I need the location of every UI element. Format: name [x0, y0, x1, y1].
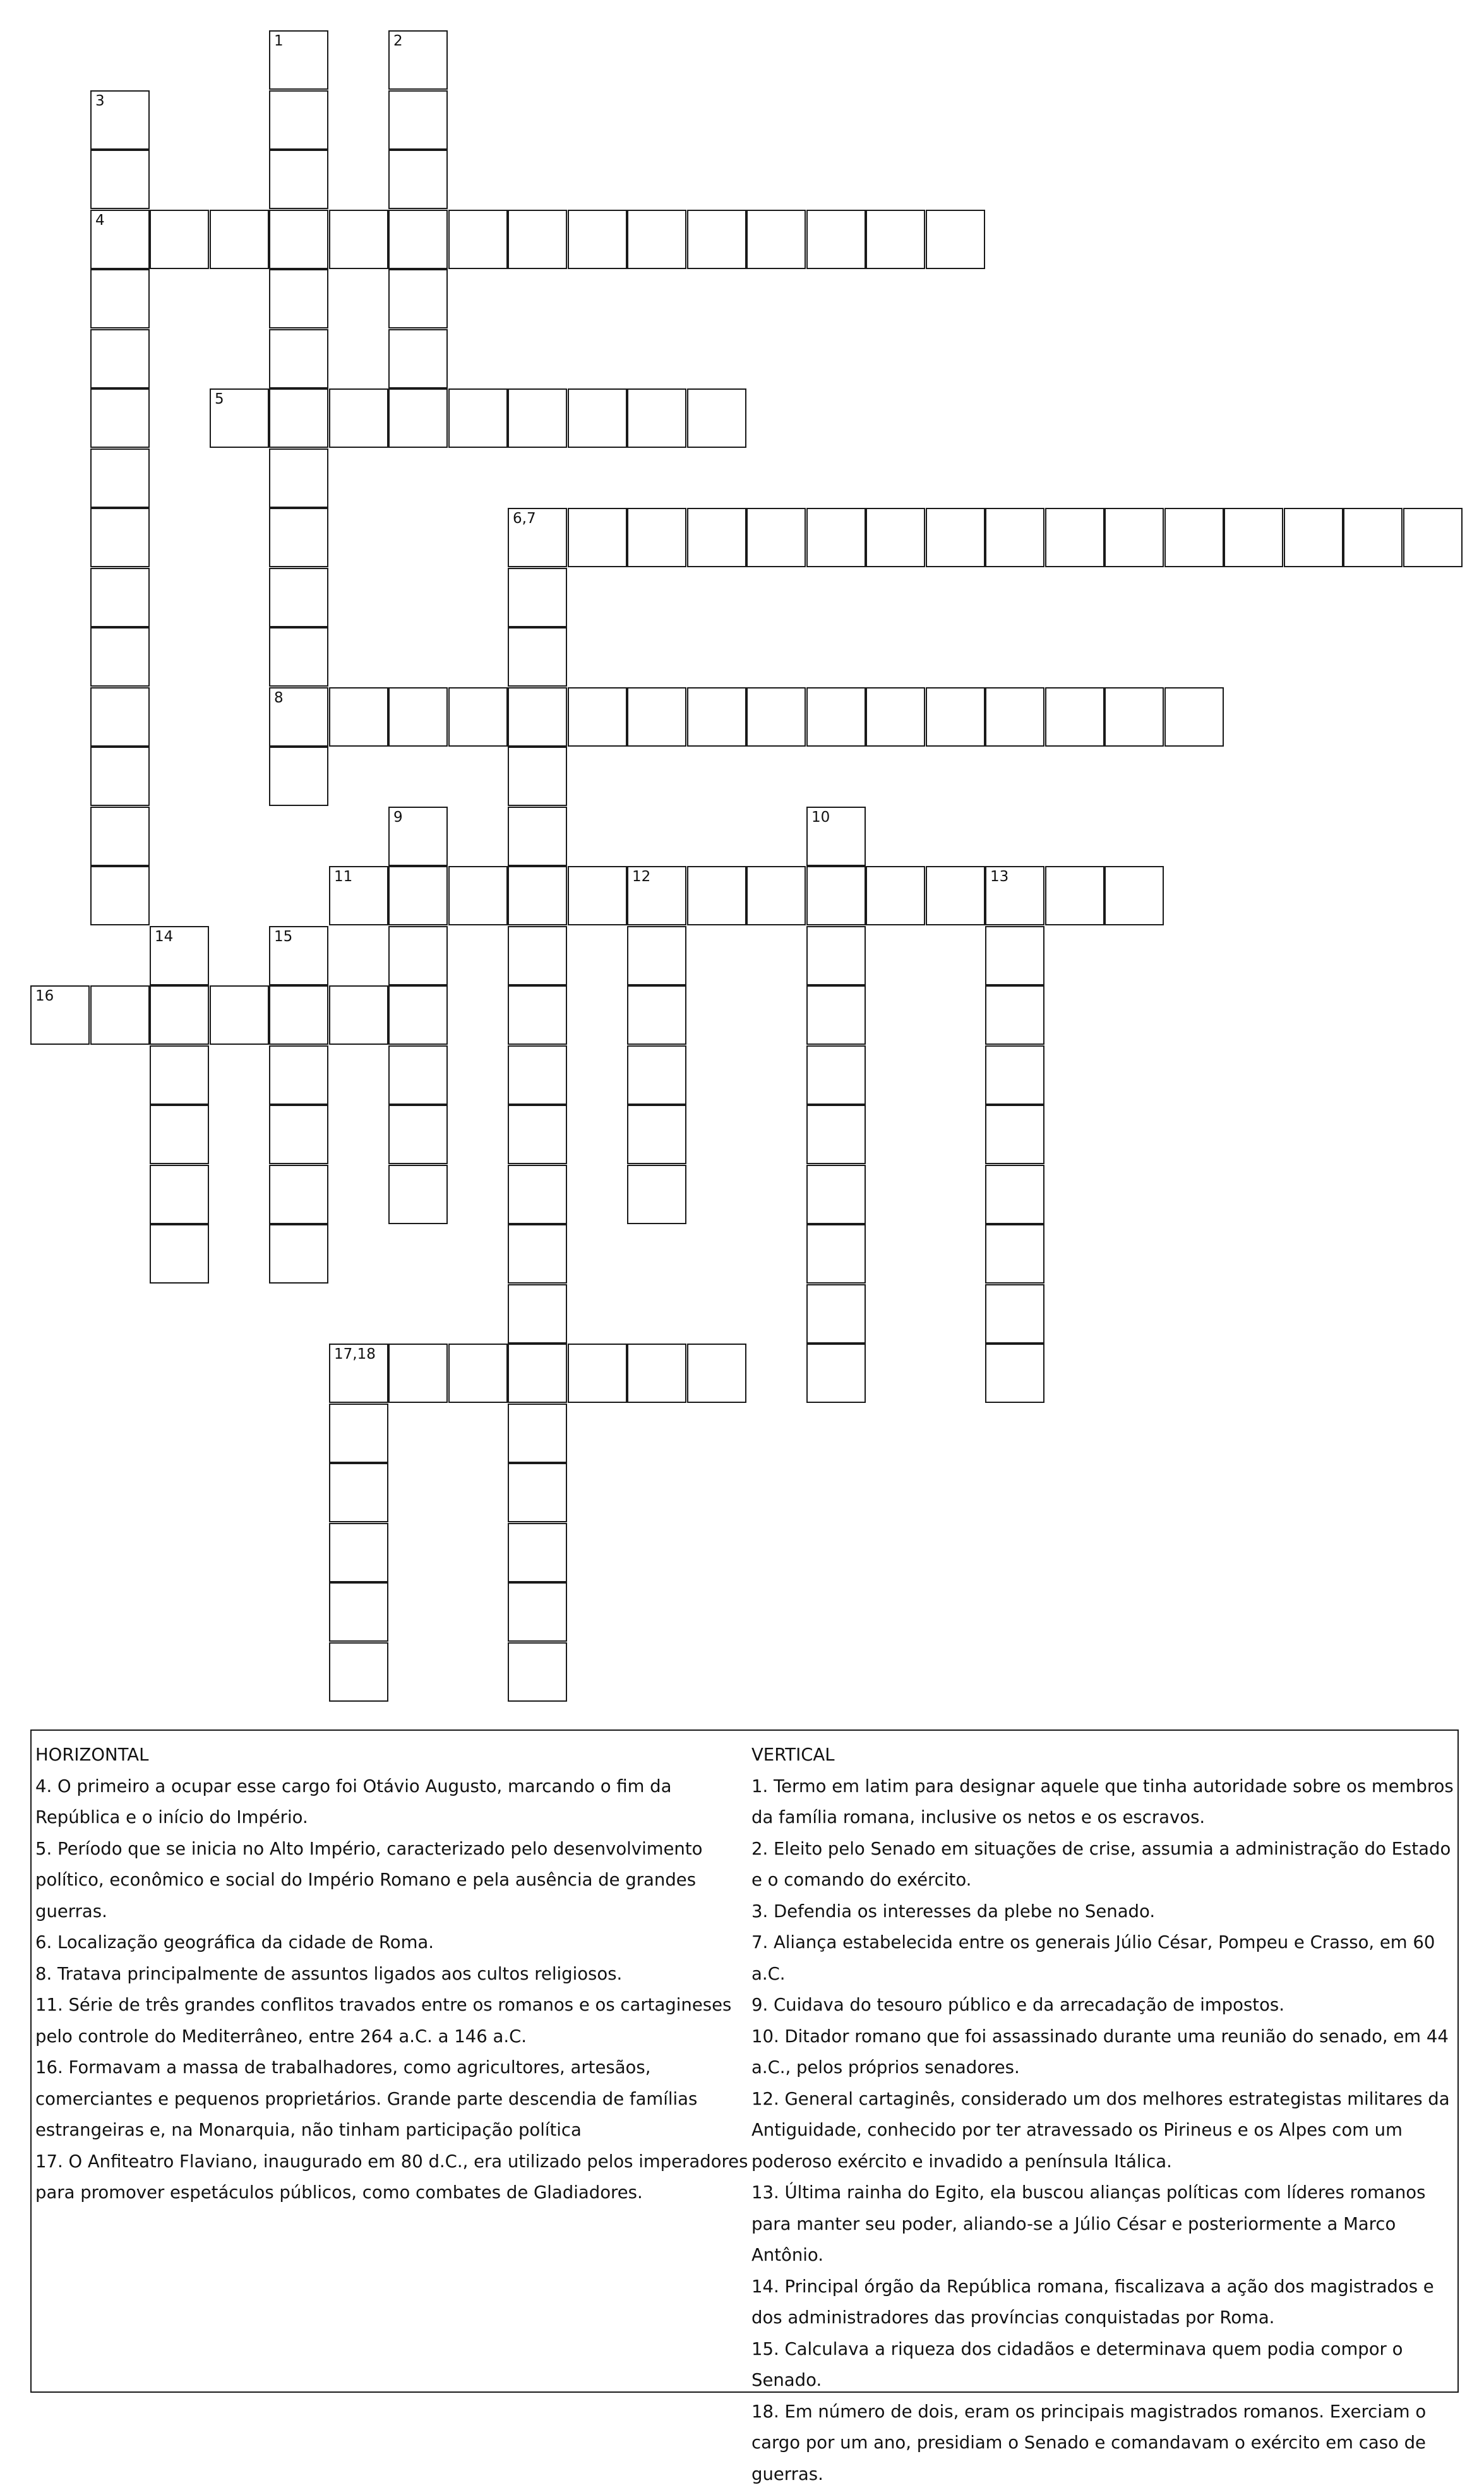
grid-cell[interactable] [985, 1224, 1044, 1284]
grid-cell[interactable] [627, 1344, 686, 1403]
grid-cell[interactable] [150, 210, 209, 269]
grid-cell[interactable] [627, 1105, 686, 1164]
grid-cell[interactable] [30, 985, 90, 1045]
grid-cell[interactable] [329, 1523, 388, 1582]
grid-cell[interactable] [1104, 508, 1164, 567]
clue-number: 17,18 [334, 1347, 376, 1362]
grid-cell[interactable] [866, 866, 925, 925]
grid-cell[interactable] [508, 388, 567, 448]
clue-v14: 14. Principal órgão da República romana, fiscalizava a ação dos magistrados e dos administradores das províncias conquistadas por Roma. [751, 2271, 1459, 2334]
clue-number: 2 [393, 34, 403, 49]
grid-cell[interactable] [508, 1045, 567, 1105]
grid-cell[interactable] [90, 627, 150, 687]
grid-cell[interactable] [508, 747, 567, 806]
vertical-heading: VERTICAL [751, 1740, 1459, 1771]
grid-cell[interactable] [388, 866, 448, 925]
clue-h8: 8. Tratava principalmente de assuntos ligados aos cultos religiosos. [35, 1959, 754, 1990]
grid-cell[interactable] [806, 1165, 866, 1224]
grid-cell[interactable] [448, 210, 508, 269]
grid-cell[interactable] [388, 210, 448, 269]
grid-cell[interactable] [150, 1165, 209, 1224]
clue-h17: 17. O Anfiteatro Flaviano, inaugurado em 80 d.C., era utilizado pelos imperadores para promover espetáculos públicos, como combates de Gladiadores. [35, 2146, 754, 2209]
grid-cell[interactable] [746, 866, 806, 925]
grid-cell[interactable] [269, 627, 328, 687]
grid-cell[interactable] [388, 1105, 448, 1164]
grid-cell[interactable] [388, 269, 448, 328]
grid-cell[interactable] [150, 1105, 209, 1164]
clue-number: 9 [393, 810, 403, 825]
grid-cell[interactable] [508, 807, 567, 866]
grid-cell[interactable] [388, 985, 448, 1045]
clue-number: 13 [990, 870, 1008, 884]
grid-cell[interactable] [329, 1344, 388, 1403]
grid-cell[interactable] [568, 1344, 627, 1403]
grid-cell[interactable] [269, 687, 328, 747]
grid-cell[interactable] [388, 1165, 448, 1224]
grid-cell[interactable] [806, 508, 866, 567]
grid-cell[interactable] [985, 508, 1044, 567]
grid-cell[interactable] [627, 1045, 686, 1105]
grid-cell[interactable] [568, 866, 627, 925]
grid-cell[interactable] [985, 1165, 1044, 1224]
grid-cell[interactable] [388, 90, 448, 150]
grid-cell[interactable] [806, 687, 866, 747]
grid-cell[interactable] [90, 150, 150, 209]
clue-number: 14 [155, 930, 173, 944]
grid-cell[interactable] [1164, 687, 1224, 747]
grid-cell[interactable] [329, 388, 388, 448]
grid-cell[interactable] [926, 508, 985, 567]
grid-cell[interactable] [806, 807, 866, 866]
grid-cell[interactable] [269, 1165, 328, 1224]
grid-cell[interactable] [508, 926, 567, 985]
grid-cell[interactable] [627, 1165, 686, 1224]
horizontal-heading: HORIZONTAL [35, 1740, 754, 1771]
grid-cell[interactable] [329, 985, 388, 1045]
grid-cell[interactable] [985, 687, 1044, 747]
grid-cell[interactable] [269, 90, 328, 150]
grid-cell[interactable] [508, 687, 567, 747]
grid-cell[interactable] [388, 388, 448, 448]
grid-cell[interactable] [329, 1642, 388, 1702]
grid-cell[interactable] [1104, 687, 1164, 747]
grid-cell[interactable] [687, 508, 746, 567]
grid-cell[interactable] [806, 985, 866, 1045]
grid-cell[interactable] [90, 329, 150, 388]
grid-cell[interactable] [1045, 866, 1104, 925]
grid-cell[interactable] [746, 687, 806, 747]
grid-cell[interactable] [90, 687, 150, 747]
grid-cell[interactable] [746, 508, 806, 567]
grid-cell[interactable] [568, 687, 627, 747]
grid-cell[interactable] [985, 1344, 1044, 1403]
grid-cell[interactable] [388, 1045, 448, 1105]
grid-cell[interactable] [269, 926, 328, 985]
grid-cell[interactable] [210, 388, 269, 448]
grid-cell[interactable] [806, 866, 866, 925]
grid-cell[interactable] [150, 1224, 209, 1284]
grid-cell[interactable] [448, 388, 508, 448]
grid-cell[interactable] [90, 807, 150, 866]
grid-cell[interactable] [627, 210, 686, 269]
grid-cell[interactable] [627, 508, 686, 567]
grid-cell[interactable] [90, 568, 150, 627]
grid-cell[interactable] [388, 687, 448, 747]
grid-cell[interactable] [90, 747, 150, 806]
clue-h11: 11. Série de três grandes conflitos travados entre os romanos e os cartagineses pelo controle do Mediterrâneo, entre 264 a.C. a 146 a.C. [35, 1990, 754, 2052]
grid-cell[interactable] [985, 926, 1044, 985]
grid-cell[interactable] [1045, 508, 1104, 567]
grid-cell[interactable] [806, 1224, 866, 1284]
grid-cell[interactable] [388, 150, 448, 209]
clue-v18: 18. Em número de dois, eram os principais magistrados romanos. Exerciam o cargo por um ano, presidiam o Senado e comandavam o exército em caso de guerras. [751, 2397, 1459, 2490]
grid-cell[interactable] [269, 150, 328, 209]
grid-cell[interactable] [329, 866, 388, 925]
grid-cell[interactable] [926, 687, 985, 747]
grid-cell[interactable] [687, 866, 746, 925]
grid-cell[interactable] [627, 388, 686, 448]
clue-number: 6,7 [513, 512, 536, 526]
grid-cell[interactable] [508, 1642, 567, 1702]
grid-cell[interactable] [508, 508, 567, 567]
clue-v2: 2. Eleito pelo Senado em situações de crise, assumia a administração do Estado e o comando do exército. [751, 1834, 1459, 1896]
grid-cell[interactable] [687, 687, 746, 747]
grid-cell[interactable] [269, 448, 328, 508]
clue-h4: 4. O primeiro a ocupar esse cargo foi Otávio Augusto, marcando o fim da República e o início do Império. [35, 1771, 754, 1834]
grid-cell[interactable] [269, 388, 328, 448]
grid-cell[interactable] [388, 329, 448, 388]
grid-cell[interactable] [90, 388, 150, 448]
grid-cell[interactable] [329, 1463, 388, 1522]
grid-cell[interactable] [926, 210, 985, 269]
grid-cell[interactable] [269, 269, 328, 328]
grid-cell[interactable] [269, 568, 328, 627]
grid-cell[interactable] [985, 1284, 1044, 1344]
clue-number: 1 [274, 34, 284, 49]
clue-h6: 6. Localização geográfica da cidade de Roma. [35, 1927, 754, 1959]
clue-number: 16 [35, 989, 54, 1004]
grid-cell[interactable] [269, 1224, 328, 1284]
clue-v7: 7. Aliança estabelecida entre os generais Júlio César, Pompeu e Crasso, em 60 a.C. [751, 1927, 1459, 1990]
grid-cell[interactable] [269, 1105, 328, 1164]
grid-cell[interactable] [269, 329, 328, 388]
grid-cell[interactable] [627, 985, 686, 1045]
grid-cell[interactable] [1164, 508, 1224, 567]
grid-cell[interactable] [508, 1344, 567, 1403]
clues-box [30, 1729, 1459, 2393]
grid-cell[interactable] [806, 926, 866, 985]
grid-cell[interactable] [985, 1105, 1044, 1164]
vertical-clues [751, 1740, 1459, 2490]
grid-cell[interactable] [269, 210, 328, 269]
clue-number: 3 [95, 94, 105, 109]
grid-cell[interactable] [1045, 687, 1104, 747]
grid-cell[interactable] [687, 210, 746, 269]
grid-cell[interactable] [806, 1045, 866, 1105]
grid-cell[interactable] [1284, 508, 1343, 567]
grid-cell[interactable] [508, 1284, 567, 1344]
grid-cell[interactable] [269, 985, 328, 1045]
grid-cell[interactable] [269, 1045, 328, 1105]
grid-cell[interactable] [1224, 508, 1283, 567]
grid-cell[interactable] [627, 866, 686, 925]
grid-cell[interactable] [806, 1105, 866, 1164]
grid-cell[interactable] [150, 926, 209, 985]
grid-cell[interactable] [508, 1523, 567, 1582]
grid-cell[interactable] [985, 985, 1044, 1045]
clue-number: 15 [274, 930, 292, 944]
clue-v10: 10. Ditador romano que foi assassinado durante uma reunião do senado, em 44 a.C., pelos próprios senadores. [751, 2021, 1459, 2084]
grid-cell[interactable] [90, 508, 150, 567]
grid-cell[interactable] [448, 1344, 508, 1403]
grid-cell[interactable] [90, 448, 150, 508]
grid-cell[interactable] [508, 1165, 567, 1224]
grid-cell[interactable] [90, 269, 150, 328]
clue-v1: 1. Termo em latim para designar aquele que tinha autoridade sobre os membros da família romana, inclusive os netos e os escravos. [751, 1771, 1459, 1834]
grid-cell[interactable] [150, 1045, 209, 1105]
clue-v13: 13. Última rainha do Egito, ela buscou alianças políticas com líderes romanos para manter seu poder, aliando-se a Júlio César e posteriormente a Marco Antônio. [751, 2177, 1459, 2271]
grid-cell[interactable] [806, 1284, 866, 1344]
grid-cell[interactable] [627, 687, 686, 747]
grid-cell[interactable] [1104, 866, 1164, 925]
clue-h16: 16. Formavam a massa de trabalhadores, como agricultores, artesãos, comerciantes e pequenos proprietários. Grande parte descendia de famílias estrangeiras e, na Monarquia, não tinham participação política [35, 2052, 754, 2146]
grid-cell[interactable] [508, 1224, 567, 1284]
clue-number: 10 [811, 810, 830, 825]
grid-cell[interactable] [508, 866, 567, 925]
clue-v3: 3. Defendia os interesses da plebe no Senado. [751, 1896, 1459, 1928]
grid-cell[interactable] [508, 985, 567, 1045]
grid-cell[interactable] [568, 210, 627, 269]
grid-cell[interactable] [329, 210, 388, 269]
clue-h5: 5. Período que se inicia no Alto Império, caracterizado pelo desenvolvimento político, econômico e social do Império Romano e pela ausência de grandes guerras. [35, 1834, 754, 1928]
grid-cell[interactable] [269, 30, 328, 90]
grid-cell[interactable] [508, 1463, 567, 1522]
grid-cell[interactable] [687, 1344, 746, 1403]
grid-cell[interactable] [90, 866, 150, 925]
grid-cell[interactable] [746, 210, 806, 269]
grid-cell[interactable] [448, 687, 508, 747]
grid-cell[interactable] [388, 30, 448, 90]
grid-cell[interactable] [985, 866, 1044, 925]
clue-v9: 9. Cuidava do tesouro público e da arrecadação de impostos. [751, 1990, 1459, 2021]
grid-cell[interactable] [329, 1582, 388, 1642]
horizontal-clues [35, 1740, 754, 2209]
grid-cell[interactable] [90, 985, 150, 1045]
grid-cell[interactable] [508, 1582, 567, 1642]
grid-cell[interactable] [508, 1105, 567, 1164]
grid-cell[interactable] [866, 687, 925, 747]
grid-cell[interactable] [448, 866, 508, 925]
grid-cell[interactable] [508, 210, 567, 269]
grid-cell[interactable] [806, 1344, 866, 1403]
grid-cell[interactable] [269, 747, 328, 806]
grid-cell[interactable] [150, 985, 209, 1045]
clue-v12: 12. General cartaginês, considerado um dos melhores estrategistas militares da Antiguidade, conhecido por ter atravessado os Pirineus e os Alpes com um poderoso exército e invadido a península Itálica. [751, 2084, 1459, 2178]
grid-cell[interactable] [508, 568, 567, 627]
grid-cell[interactable] [687, 388, 746, 448]
grid-cell[interactable] [329, 1404, 388, 1463]
grid-cell[interactable] [388, 926, 448, 985]
grid-cell[interactable] [388, 1344, 448, 1403]
clue-number: 12 [632, 870, 650, 884]
clue-number: 8 [274, 691, 284, 706]
grid-cell[interactable] [568, 508, 627, 567]
clue-number: 11 [334, 870, 352, 884]
grid-cell[interactable] [866, 210, 925, 269]
grid-cell[interactable] [90, 90, 150, 150]
grid-cell[interactable] [269, 508, 328, 567]
grid-cell[interactable] [985, 1045, 1044, 1105]
grid-cell[interactable] [568, 388, 627, 448]
grid-cell[interactable] [806, 210, 866, 269]
clue-number: 4 [95, 214, 105, 228]
grid-cell[interactable] [388, 807, 448, 866]
grid-cell[interactable] [866, 508, 925, 567]
grid-cell[interactable] [1403, 508, 1463, 567]
grid-cell[interactable] [329, 687, 388, 747]
grid-cell[interactable] [210, 210, 269, 269]
grid-cell[interactable] [627, 926, 686, 985]
grid-cell[interactable] [90, 210, 150, 269]
grid-cell[interactable] [210, 985, 269, 1045]
grid-cell[interactable] [1343, 508, 1403, 567]
clue-v15: 15. Calculava a riqueza dos cidadãos e determinava quem podia compor o Senado. [751, 2334, 1459, 2397]
clue-number: 5 [215, 392, 224, 407]
grid-cell[interactable] [508, 627, 567, 687]
grid-cell[interactable] [926, 866, 985, 925]
grid-cell[interactable] [508, 1404, 567, 1463]
